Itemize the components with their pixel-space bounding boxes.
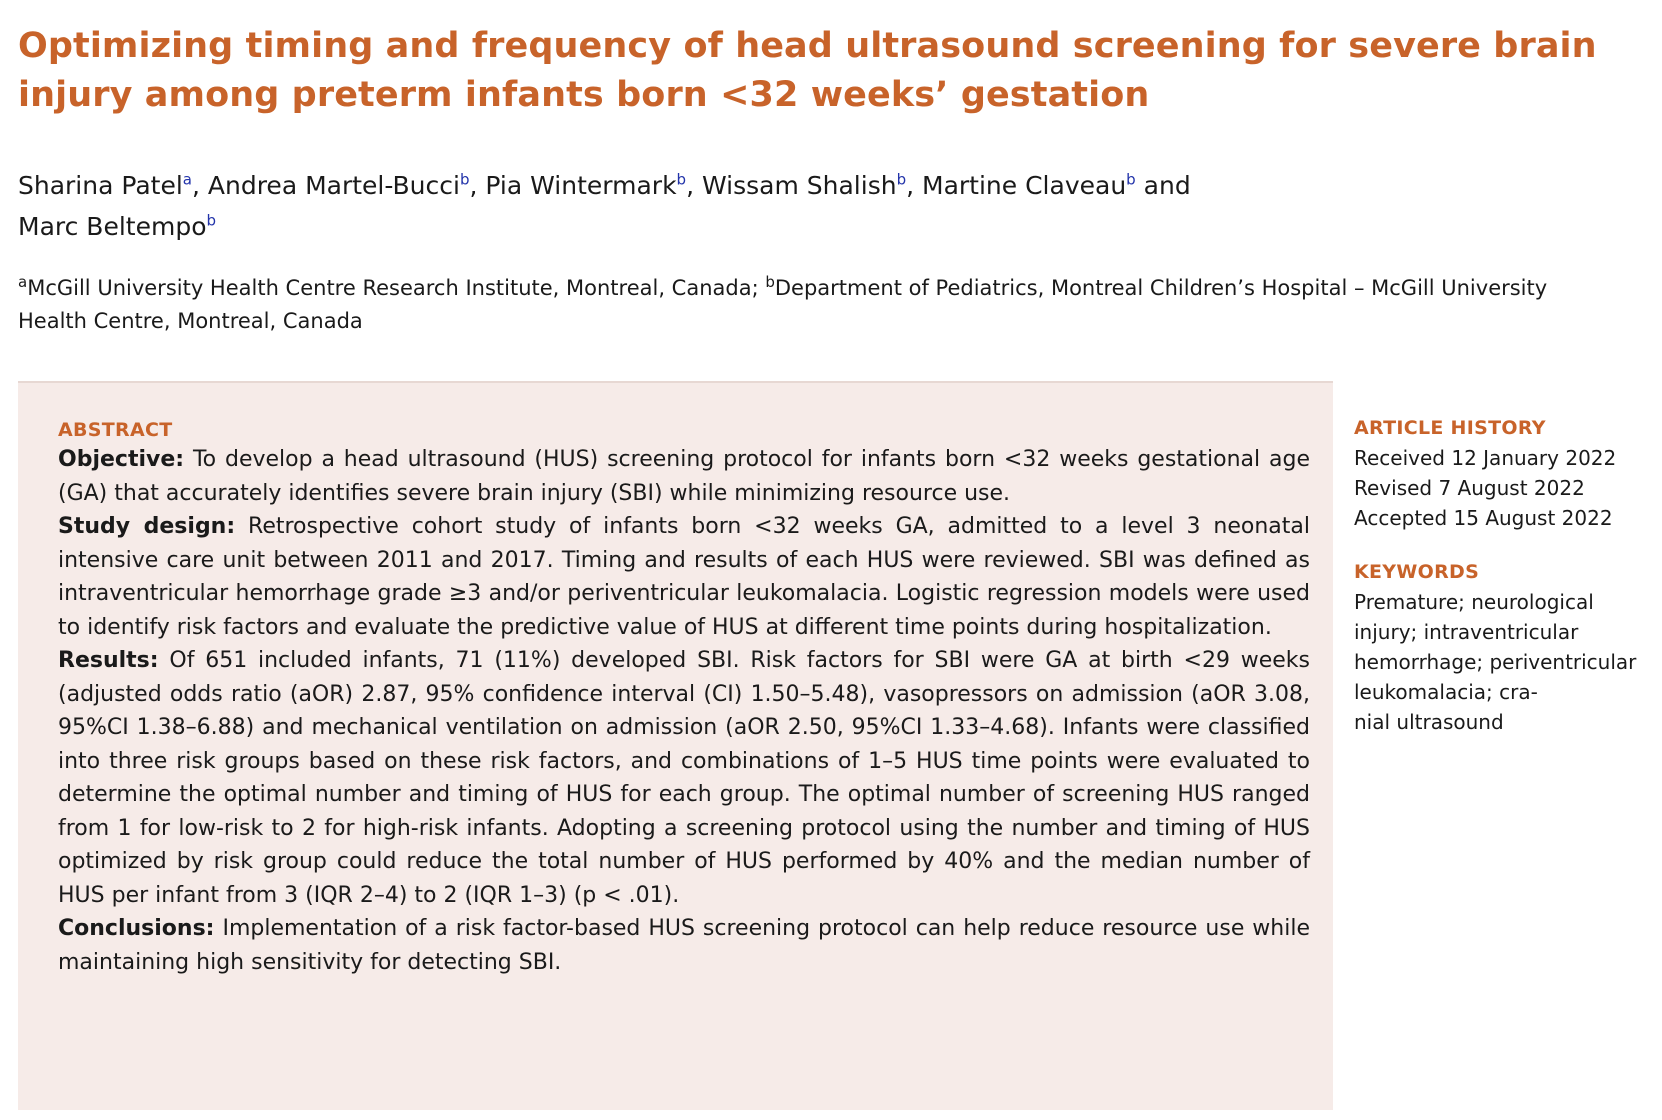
keyword-line: leukomalacia; cra-	[1354, 680, 1538, 704]
author-name[interactable]: Sharina Patel	[18, 171, 183, 200]
abstract-section-results	[58, 644, 1310, 912]
article-history-heading: ARTICLE HISTORY	[1354, 417, 1546, 439]
abstract-section-conclusions	[58, 912, 1310, 979]
abstract-heading: ABSTRACT	[58, 419, 173, 441]
keyword-line: nial ultrasound	[1354, 710, 1504, 734]
author-name[interactable]: Wissam Shalish	[701, 171, 897, 200]
article-history	[1354, 415, 1654, 533]
section-label: Objective:	[58, 447, 185, 472]
author-separator: and	[1135, 171, 1191, 200]
author-separator: ,	[906, 171, 923, 200]
keyword-line: injury; intraventricular	[1354, 620, 1579, 644]
author-name[interactable]: Marc Beltempo	[18, 212, 207, 241]
affiliation-mark[interactable]: b	[896, 170, 907, 189]
affiliation-text: Department of Pediatrics, Montreal Children’s Hospital – McGill University Health Centre, Montreal, Canada	[18, 276, 1548, 333]
section-text: Implementation of a risk factor-based HUS screening protocol can help reduce resource use while maintaining high sensitivity for detecting SBI.	[58, 916, 1311, 975]
article-title: Optimizing timing and frequency of head ultrasound screening for severe brain injury among preterm infants born <32 weeks’ gestation	[18, 26, 1597, 115]
section-text: Retrospective cohort study of infants born <32 weeks GA, admitted to a level 3 neonatal intensive care unit between 2011 and 2017. Timing and results of each HUS were reviewed. SBI was defined as intraventricular hemorrhage grade ≥3 and/or periventricular leukomalacia. Logistic regression models were used to identify risk factors and evaluate the predictive value of HUS at different time points during hospitalization.	[58, 514, 1310, 640]
article-sidebar	[1354, 415, 1654, 737]
section-label: Results:	[58, 648, 159, 673]
affiliation-label: b	[765, 273, 775, 291]
affiliation-mark[interactable]: a	[182, 170, 192, 189]
author-separator: ,	[191, 171, 208, 200]
abstract-section-study-design	[58, 510, 1310, 644]
keyword-line: hemorrhage; periventricular	[1354, 650, 1637, 674]
keywords-heading: KEYWORDS	[1354, 561, 1480, 583]
affiliation-text: McGill University Health Centre Research Institute, Montreal, Canada;	[27, 276, 766, 300]
section-text: To develop a head ultrasound (HUS) screening protocol for infants born <32 weeks gestational age (GA) that accurately identifies severe brain injury (SBI) while minimizing resource use.	[58, 447, 1310, 506]
affiliation-mark[interactable]: b	[676, 170, 687, 189]
keywords	[1354, 559, 1654, 737]
author-name[interactable]: Martine Claveau	[922, 171, 1127, 200]
affiliations	[18, 272, 1578, 338]
affiliation-mark[interactable]: b	[1126, 170, 1136, 189]
received-date: Received 12 January 2022	[1354, 446, 1617, 470]
section-label: Study design:	[58, 514, 236, 539]
section-label: Conclusions:	[58, 916, 215, 941]
author-name[interactable]: Andrea Martel-Bucci	[207, 171, 460, 200]
abstract-section-objective	[58, 443, 1310, 510]
author-separator: ,	[686, 171, 702, 200]
author-name[interactable]: Pia Wintermark	[485, 171, 677, 200]
affiliation-mark[interactable]: b	[206, 211, 217, 230]
revised-date: Revised 7 August 2022	[1354, 476, 1585, 500]
author-separator: ,	[469, 171, 486, 200]
affiliation-mark[interactable]: b	[459, 170, 470, 189]
author-list	[18, 165, 1618, 247]
affiliation-label: a	[18, 273, 28, 291]
abstract-panel	[18, 381, 1333, 1110]
abstract-body	[58, 417, 1310, 979]
accepted-date: Accepted 15 August 2022	[1354, 506, 1613, 530]
section-text: Of 651 included infants, 71 (11%) developed SBI. Risk factors for SBI were GA at birth <29 weeks (adjusted odds ratio (aOR) 2.87, 95% confidence interval (CI) 1.50–5.48), vasopressors on admission (aOR 3.08, 95%CI 1.38–6.88) and mechanical ventilation on admission (aOR 2.50, 95%CI 1.33–4.68). Infants were classified into three risk groups based on these risk factors, and combinations of 1–5 HUS time points were evaluated to determine the optimal number and timing of HUS for each group. The optimal number of screening HUS ranged from 1 for low-risk to 2 for high-risk infants. Adopting a screening protocol using the number and timing of HUS optimized by risk group could reduce the total number of HUS performed by 40% and the median number of HUS per infant from 3 (IQR 2–4) to 2 (IQR 1–3) (p < .01).	[58, 648, 1310, 908]
keyword-line: Premature; neurological	[1354, 590, 1594, 614]
